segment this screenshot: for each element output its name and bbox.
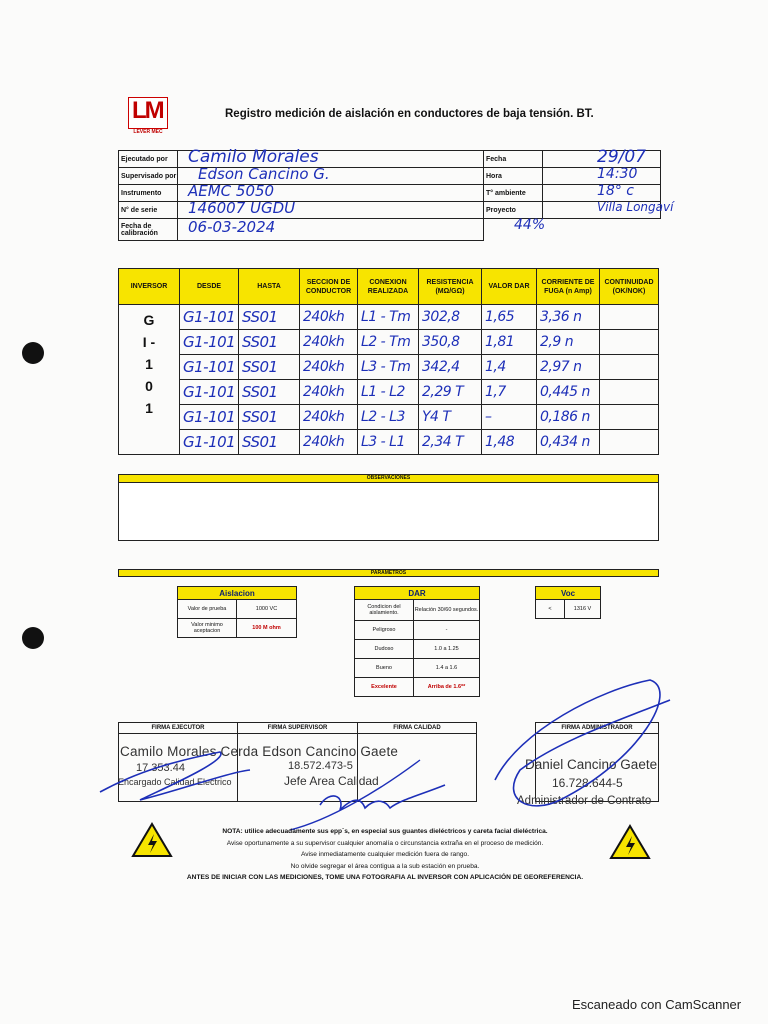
value-fuga: 3,36 n bbox=[540, 309, 582, 325]
value-instrumento: AEMC 5050 bbox=[188, 182, 275, 200]
value-resistencia: 2,29 T bbox=[422, 384, 464, 400]
value-resistencia: 2,34 T bbox=[422, 434, 464, 450]
cell-fuga bbox=[537, 355, 600, 380]
cell-resistencia bbox=[419, 330, 482, 355]
stamp-rut-supervisor: 18.572.473-5 bbox=[288, 760, 353, 772]
value-dar: 1,65 bbox=[485, 309, 515, 325]
value-fecha: 29/07 bbox=[597, 147, 646, 167]
value-fuga: 2,9 n bbox=[540, 334, 574, 350]
value-hasta: SS01 bbox=[242, 408, 278, 426]
value-hasta: SS01 bbox=[242, 433, 278, 451]
warning-left-icon bbox=[131, 822, 173, 858]
value-desde: G1-101 bbox=[183, 408, 236, 426]
note-line: ANTES DE INICIAR CON LAS MEDICIONES, TOME UNA FOTOGRAFIA AL INVERSOR CON APLICACIÓN DE GEOREFERENCIA. bbox=[186, 874, 584, 881]
table-row bbox=[119, 380, 659, 405]
stamp-cargo-ejecutor: Encargado Calidad Electrico bbox=[118, 777, 232, 787]
value-proyecto: Villa Longaví bbox=[597, 200, 674, 214]
cell-seccion bbox=[300, 355, 358, 380]
cell-dar bbox=[482, 355, 537, 380]
col-conexion: CONEXION REALIZADA bbox=[358, 269, 419, 305]
value-hasta: SS01 bbox=[242, 383, 278, 401]
stamp-admin-rut: 16.728.644-5 bbox=[552, 776, 623, 790]
col-dar: VALOR DAR bbox=[482, 269, 537, 305]
value-desde: G1-101 bbox=[183, 308, 236, 326]
value-hasta: SS01 bbox=[242, 308, 278, 326]
stamp-admin-role: Administrador de Contrato bbox=[517, 795, 652, 807]
cell-hasta bbox=[239, 405, 300, 430]
cell-fuga bbox=[537, 430, 600, 455]
value-fuga: 0,186 n bbox=[540, 409, 590, 425]
cell-dar bbox=[482, 430, 537, 455]
value-desde: G1-101 bbox=[183, 433, 236, 451]
cell-desde bbox=[180, 330, 239, 355]
observaciones-title: OBSERVACIONES bbox=[118, 474, 659, 483]
scanner-watermark: Escaneado con CamScanner bbox=[572, 997, 742, 1012]
note-line: Avise oportunamente a su supervisor cualquier anomalía o circunstancia extraña en el proceso de medición. bbox=[226, 839, 544, 847]
table-row bbox=[119, 305, 659, 330]
cell-conexion bbox=[358, 405, 419, 430]
cell-desde bbox=[180, 355, 239, 380]
cell-conexion bbox=[358, 355, 419, 380]
cell-resistencia bbox=[419, 305, 482, 330]
value-calibracion: 06-03-2024 bbox=[188, 218, 276, 236]
value-dar: 1,7 bbox=[485, 384, 506, 400]
value-desde: G1-101 bbox=[183, 358, 236, 376]
cell-seccion bbox=[300, 405, 358, 430]
value-seccion: 240kh bbox=[303, 359, 345, 375]
value-resistencia: 342,4 bbox=[422, 359, 460, 375]
cell-conexion bbox=[358, 305, 419, 330]
cell-seccion bbox=[300, 305, 358, 330]
cell-fuga bbox=[537, 380, 600, 405]
cell-dar bbox=[482, 405, 537, 430]
value-seccion: 240kh bbox=[303, 309, 345, 325]
measurement-table bbox=[118, 268, 659, 455]
cell-fuga bbox=[537, 330, 600, 355]
cell-desde bbox=[180, 380, 239, 405]
cell-hasta bbox=[239, 430, 300, 455]
voc-table: Voc < 1316 V bbox=[535, 586, 601, 619]
stamp-admin-name: Daniel Cancino Gaete bbox=[525, 757, 658, 772]
cell-resistencia bbox=[419, 430, 482, 455]
cell-hasta bbox=[239, 330, 300, 355]
cell-resistencia bbox=[419, 380, 482, 405]
value-desde: G1-101 bbox=[183, 383, 236, 401]
cell-cont bbox=[600, 405, 659, 430]
cell-cont bbox=[600, 330, 659, 355]
note-line: NOTA: utilice adecuadamente sus epp´s, en especial sus guantes dieléctricos y careta facial dieléctrica. bbox=[222, 828, 548, 835]
cell-conexion bbox=[358, 330, 419, 355]
value-dar: 1,81 bbox=[485, 334, 515, 350]
value-hasta: SS01 bbox=[242, 358, 278, 376]
col-desde: DESDE bbox=[180, 269, 239, 305]
cell-cont bbox=[600, 355, 659, 380]
cell-seccion bbox=[300, 330, 358, 355]
value-resistencia: 350,8 bbox=[422, 334, 460, 350]
value-resistencia: Y4 T bbox=[422, 409, 451, 425]
cell-resistencia bbox=[419, 355, 482, 380]
value-conexion: L2 - Tm bbox=[361, 334, 411, 350]
value-conexion: L2 - L3 bbox=[361, 409, 405, 425]
cell-seccion bbox=[300, 430, 358, 455]
value-ejecutado: Camilo Morales bbox=[188, 147, 319, 167]
firmas-table: FIRMA EJECUTOR FIRMA SUPERVISOR FIRMA CALIDAD bbox=[118, 722, 477, 802]
value-resistencia: 302,8 bbox=[422, 309, 460, 325]
cell-dar bbox=[482, 380, 537, 405]
value-dar: – bbox=[485, 409, 492, 425]
firma-admin-table: FIRMA ADMINISTRADOR bbox=[535, 722, 659, 802]
cell-hasta bbox=[239, 380, 300, 405]
value-seccion: 240kh bbox=[303, 334, 345, 350]
cell-cont bbox=[600, 430, 659, 455]
cell-dar bbox=[482, 330, 537, 355]
value-serie: 146007 UGDU bbox=[188, 199, 296, 217]
value-temperatura: 18° c bbox=[597, 183, 634, 199]
cell-desde bbox=[180, 405, 239, 430]
note-line: No olvide segregar el área contigua a la sub estación en prueba. bbox=[290, 862, 480, 870]
value-seccion: 240kh bbox=[303, 384, 345, 400]
cell-resistencia bbox=[419, 405, 482, 430]
stamp-cargo-supervisor: Jefe Area Calidad bbox=[284, 774, 379, 788]
cell-fuga bbox=[537, 405, 600, 430]
cell-dar bbox=[482, 305, 537, 330]
value-fuga: 0,434 n bbox=[540, 434, 590, 450]
notes-block bbox=[170, 826, 600, 884]
binder-hole bbox=[22, 342, 44, 364]
company-logo: LM LEVER MEC bbox=[128, 97, 168, 137]
value-humedad: 44% bbox=[514, 217, 546, 233]
cell-desde bbox=[180, 305, 239, 330]
observaciones-box bbox=[118, 483, 659, 541]
table-row bbox=[119, 405, 659, 430]
value-conexion: L1 - L2 bbox=[361, 384, 405, 400]
aislacion-table: Aislacion Valor de prueba 1000 VC Valor minimo aceptacion 100 M ohm bbox=[177, 586, 297, 638]
value-supervisado: Edson Cancino G. bbox=[198, 165, 330, 183]
value-conexion: L3 - L1 bbox=[361, 434, 405, 450]
value-fuga: 2,97 n bbox=[540, 359, 582, 375]
table-row bbox=[119, 355, 659, 380]
value-desde: G1-101 bbox=[183, 333, 236, 351]
table-row bbox=[119, 330, 659, 355]
cell-desde bbox=[180, 430, 239, 455]
value-hora: 14:30 bbox=[597, 166, 638, 182]
dar-table: DAR Condicion del aislamiento. Relación 30/60 segundos. Peligroso - Dudoso 1.0 a 1.25 Bueno 1.4 a 1.6 Excelente Arriba de 1.6** bbox=[354, 586, 480, 697]
cell-conexion bbox=[358, 380, 419, 405]
value-seccion: 240kh bbox=[303, 409, 345, 425]
cell-hasta bbox=[239, 305, 300, 330]
value-dar: 1,48 bbox=[485, 434, 515, 450]
note-line: Avise inmediatamente cualquier medición fuera de rango. bbox=[300, 851, 470, 858]
cell-fuga bbox=[537, 305, 600, 330]
col-seccion: SECCION DE CONDUCTOR bbox=[300, 269, 358, 305]
cell-cont bbox=[600, 380, 659, 405]
cell-cont bbox=[600, 305, 659, 330]
col-inversor: INVERSOR bbox=[119, 269, 180, 305]
inverter-label: G I - 1 0 1 bbox=[142, 312, 156, 416]
value-conexion: L3 - Tm bbox=[361, 359, 411, 375]
cell-seccion bbox=[300, 380, 358, 405]
cell-hasta bbox=[239, 355, 300, 380]
col-fuga: CORRIENTE DE FUGA (n Amp) bbox=[537, 269, 600, 305]
stamp-rut-ejecutor: 17.353.44 bbox=[136, 762, 185, 774]
cell-conexion bbox=[358, 430, 419, 455]
value-fuga: 0,445 n bbox=[540, 384, 590, 400]
warning-right-icon bbox=[609, 824, 651, 860]
value-dar: 1,4 bbox=[485, 359, 506, 375]
stamp-line-1: Camilo Morales Cerda Edson Cancino Gaete bbox=[120, 744, 399, 759]
binder-hole bbox=[22, 627, 44, 649]
col-hasta: HASTA bbox=[239, 269, 300, 305]
page-title: Registro medición de aislación en conductores de baja tensión. BT. bbox=[225, 108, 594, 120]
col-resistencia: RESISTENCIA (MΩ/GΩ) bbox=[419, 269, 482, 305]
info-table: Ejecutado por Camilo Morales Fecha 29/07 Supervisado por Edson Cancino G. Hora 14:30 Instrumento AEMC 5050 T° ambiente 18° c N° de serie 146007 UGDU Proyecto Villa Longaví Fecha de calibración 06-03-2024 44% bbox=[118, 150, 661, 241]
table-row bbox=[119, 430, 659, 455]
value-hasta: SS01 bbox=[242, 333, 278, 351]
value-conexion: L1 - Tm bbox=[361, 309, 411, 325]
inverter-cell bbox=[119, 305, 180, 455]
value-seccion: 240kh bbox=[303, 434, 345, 450]
col-continuidad: CONTINUIDAD (OK/NOK) bbox=[600, 269, 659, 305]
parametros-title: PARAMETROS bbox=[118, 569, 659, 577]
